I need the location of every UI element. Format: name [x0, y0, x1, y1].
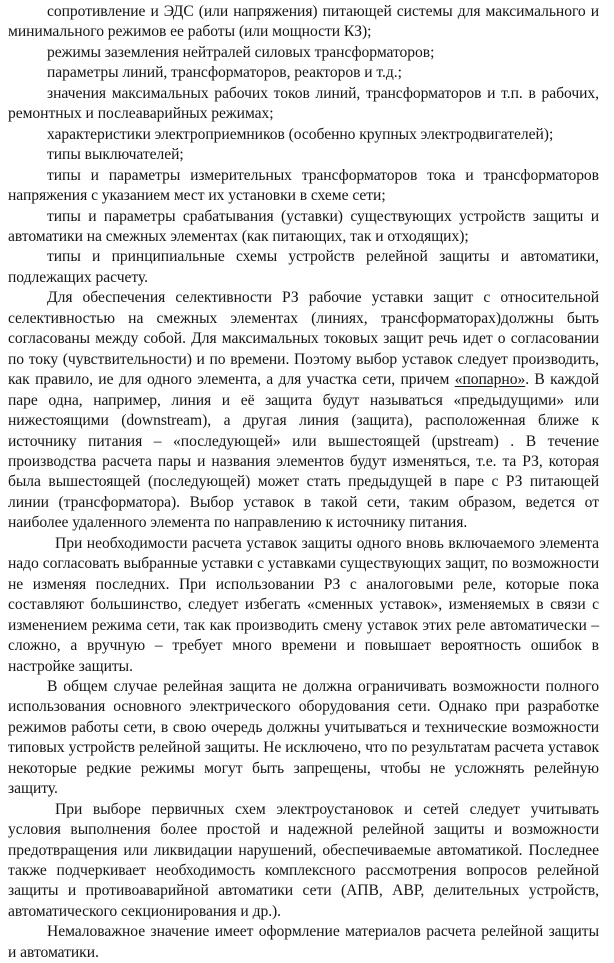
- list-item-breaker-types: типы выключателей;: [47, 146, 184, 164]
- paragraph-selectivity: [8, 288, 599, 533]
- document-page: [8, 2, 599, 963]
- paragraph-documentation: Немаловажное значение имеет оформление материалов расчета релейной защиты и автоматики.: [8, 923, 599, 961]
- list-item-max-currents: значения максимальных рабочих токов линий, трансформаторов и т.п. в рабочих, ремонтных и послеаварийных режимах;: [8, 84, 599, 123]
- list-item-consumers: характеристики электроприемников (особенно крупных электродвигателей);: [47, 125, 554, 143]
- paragraph-primary-schemes: При выборе первичных схем электроустановок и сетей следует учитывать условия выполнения более простой и надежной релейной защиты и возможности предотвращения или ликвидации нарушений, обеспечиваемые автоматикой. Последнее также подчеркивает необходимость комплексного рассмотрения вопросов релейной защиты и противоаварийной автоматики сети (АПВ, АВР, делительных устройств, автоматического секционирования и др.).: [8, 800, 599, 920]
- list-item-line-parameters: параметры линий, трансформаторов, реакторов и т.д.;: [47, 64, 402, 82]
- selectivity-text-end: . В каждой паре одна, например, линия и её защита будут называться «предыдущими» или нижестоящими (downstream), а другая линия (защита), расположенная ближе к источнику питания – «последующей» или вышестоящей (upstream) . В течение производства расчета пары и названия элементов будут изменяться, т.е. та РЗ, которая была вышестоящей (последующей) может стать предыдущей в паре с РЗ питающей линии (трансформатора). Выбор уставок в такой сети, таким образом, ведется от наиболее удаленного элемента по направлению к источнику питания.: [8, 371, 599, 532]
- selectivity-text-start: Для обеспечения селективности РЗ рабочие уставки защит с относительной селективностью на смежных элементах (линиях, трансформаторах)должны быть согласованы между собой. Для максимальных токовых защит речь идет о согласовании по току (чувствительности) и по времени. Поэтому выбор уставок следует производить, как правило, ие для одного элемента, а для участка сети, причем: [8, 289, 599, 389]
- list-item-neutral-grounding: режимы заземления нейтралей силовых трансформаторов;: [47, 43, 435, 61]
- paragraph-new-element: При необходимости расчета уставок защиты одного вновь включаемого элемента надо согласовать выбранные уставки с уставками существующих защит, по возможности не изменяя последних. При использовании РЗ с аналоговыми реле, которые пока составляют большинство, следует избегать «сменных уставок», изменяемых в связи с изменением режима сети, так как производить смену уставок этих реле автоматически – сложно, а вручную – требует много времени и повышает вероятность ошибок в настройке защиты.: [8, 534, 599, 675]
- list-item-system-impedance: сопротивление и ЭДС (или напряжения) питающей системы для максимального и минимального режимов ее работы (или мощности КЗ);: [8, 3, 599, 41]
- list-item-schemes: типы и принципиальные схемы устройств релейной защиты и автоматики, подлежащих расчету.: [8, 248, 599, 286]
- list-item-existing-settings: типы и параметры срабатывания (уставки) существующих устройств защиты и автоматики на смежных элементах (как питающих, так и отходящих);: [8, 207, 599, 245]
- list-item-instrument-transformers: типы и параметры измерительных трансформаторов тока и трансформаторов напряжения с указанием мест их установки в схеме сети;: [8, 166, 599, 205]
- underlined-term-pairwise: «попарно»: [454, 371, 526, 389]
- paragraph-general-case: В общем случае релейная защита не должна ограничивать возможности полного использования основного электрического оборудования сети. Однако при разработке режимов работы сети, в свою очередь должны учитываться и технические возможности типовых устройств релейной защиты. Не исключено, что по результатам расчета уставок некоторые редкие режимы могут быть запрещены, чтобы не усложнять релейную защиту.: [8, 677, 599, 798]
